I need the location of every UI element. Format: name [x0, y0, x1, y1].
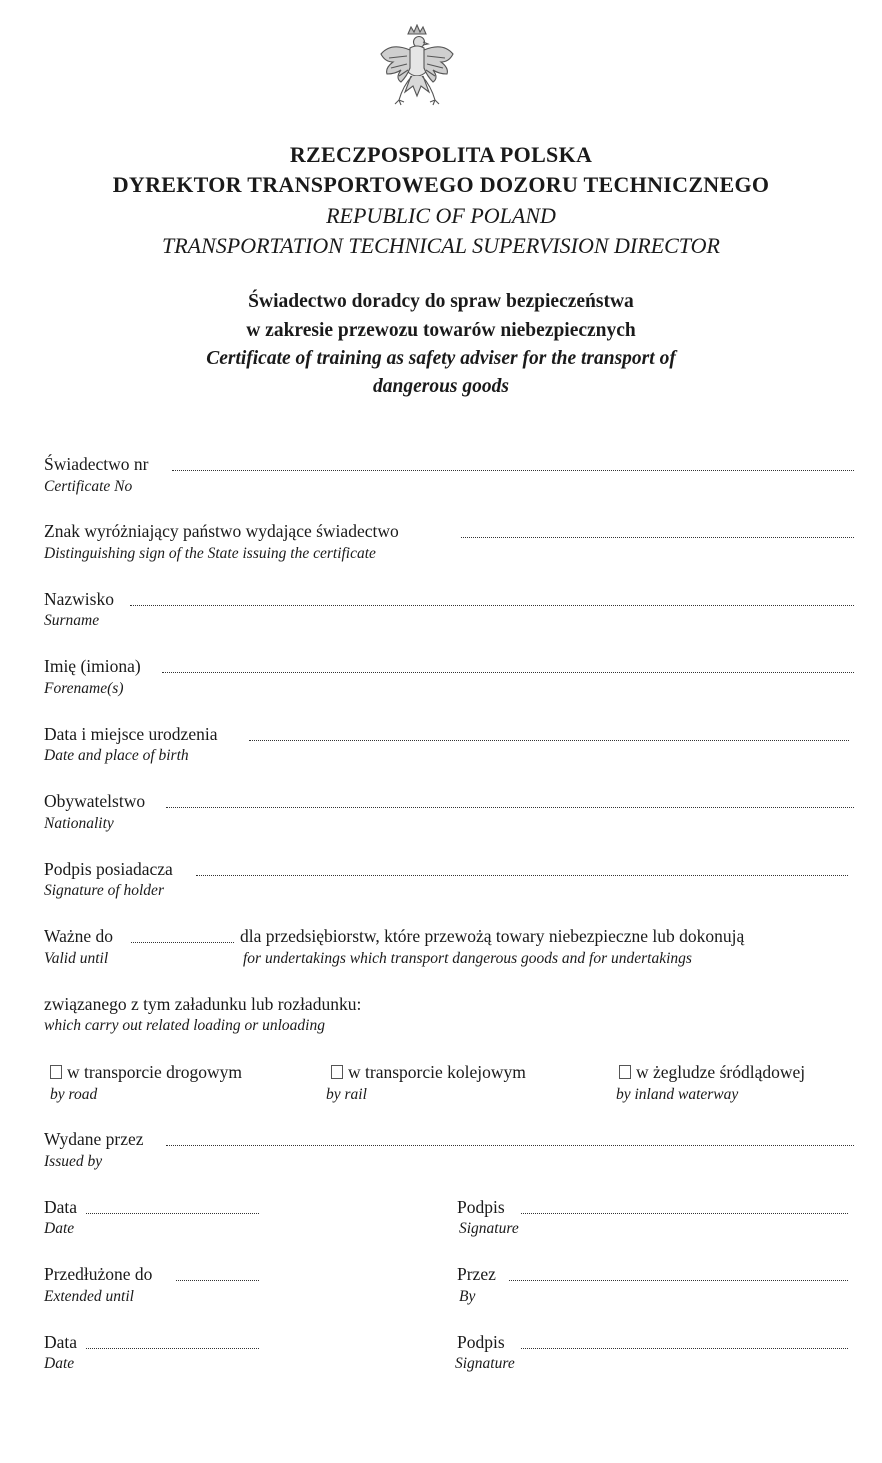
issued-by-label: Wydane przez	[44, 1129, 144, 1149]
nationality-label: Obywatelstwo	[44, 791, 146, 811]
holder-signature-label: Podpis posiadacza	[44, 859, 173, 879]
date2-field[interactable]	[86, 1348, 259, 1349]
undertakings-text-en: for undertakings which transport dangerous goods and for undertakings	[243, 950, 692, 967]
signature1-label-en: Signature	[459, 1220, 519, 1237]
undertakings-text: dla przedsiębiorstw, które przewożą towary niebezpieczne lub dokonują	[240, 926, 745, 946]
nationality-label-en: Nationality	[44, 815, 114, 832]
checkbox-road[interactable]	[50, 1065, 62, 1079]
date1-label-en: Date	[44, 1220, 75, 1237]
valid-until-label: Ważne do	[44, 926, 114, 946]
polish-eagle-emblem	[377, 24, 457, 110]
birth-field[interactable]	[249, 740, 849, 741]
date1-field[interactable]	[86, 1213, 259, 1214]
state-sign-label-en: Distinguishing sign of the State issuing the certificate	[44, 545, 376, 562]
signature2-field[interactable]	[521, 1348, 848, 1349]
signature2-label: Podpis	[457, 1332, 505, 1352]
valid-until-label-en: Valid until	[44, 950, 109, 967]
forenames-label: Imię (imiona)	[44, 656, 141, 676]
title-pl-line2: w zakresie przewozu towarów niebezpiecznych	[246, 320, 636, 341]
mode-waterway-label: w żegludze śródlądowej	[636, 1062, 806, 1082]
mode-rail-option[interactable]	[331, 1062, 526, 1083]
extended-field[interactable]	[176, 1280, 259, 1281]
valid-until-field[interactable]	[131, 942, 234, 943]
checkbox-rail[interactable]	[331, 1065, 343, 1079]
header-pl-country: RZECZPOSPOLITA POLSKA	[289, 142, 593, 167]
extended-label-en: Extended until	[44, 1288, 134, 1305]
mode-road-option[interactable]	[50, 1062, 242, 1083]
signature2-label-en: Signature	[455, 1355, 515, 1372]
certificate-no-label: Świadectwo nr	[44, 454, 149, 474]
mode-waterway-label-en: by inland waterway	[616, 1086, 739, 1103]
date1-label: Data	[44, 1197, 78, 1217]
title-en-line2: dangerous goods	[373, 376, 509, 397]
header-en-country: REPUBLIC OF POLAND	[326, 203, 556, 228]
certificate-no-label-en: Certificate No	[44, 478, 133, 495]
issued-by-label-en: Issued by	[44, 1153, 103, 1170]
surname-label-en: Surname	[44, 612, 100, 629]
birth-label-en: Date and place of birth	[44, 747, 189, 764]
mode-road-label-en: by road	[50, 1086, 98, 1103]
by-label: Przez	[457, 1264, 496, 1284]
state-sign-label: Znak wyróżniający państwo wydające świadectwo	[44, 521, 399, 541]
header-pl-authority: DYREKTOR TRANSPORTOWEGO DOZORU TECHNICZNEGO	[112, 172, 770, 197]
holder-signature-label-en: Signature of holder	[44, 882, 164, 899]
header-en-authority: TRANSPORTATION TECHNICAL SUPERVISION DIRECTOR	[162, 233, 720, 258]
loading-text-en: which carry out related loading or unloading	[44, 1017, 325, 1034]
title-en-line1: Certificate of training as safety adviser for the transport of	[206, 348, 676, 369]
title-pl-line1: Świadectwo doradcy do spraw bezpieczeństwa	[248, 291, 634, 312]
certificate-no-field[interactable]	[172, 470, 854, 471]
birth-label: Data i miejsce urodzenia	[44, 724, 218, 744]
signature1-label: Podpis	[457, 1197, 505, 1217]
mode-road-label: w transporcie drogowym	[67, 1062, 242, 1082]
mode-rail-label-en: by rail	[326, 1086, 367, 1103]
surname-label: Nazwisko	[44, 589, 114, 609]
date2-label: Data	[44, 1332, 78, 1352]
holder-signature-field[interactable]	[196, 875, 848, 876]
forenames-label-en: Forename(s)	[44, 680, 124, 697]
forenames-field[interactable]	[162, 672, 854, 673]
mode-rail-label: w transporcie kolejowym	[348, 1062, 526, 1082]
date2-label-en: Date	[44, 1355, 75, 1372]
surname-field[interactable]	[130, 605, 854, 606]
signature1-field[interactable]	[521, 1213, 848, 1214]
state-sign-field[interactable]	[461, 537, 854, 538]
by-label-en: By	[459, 1288, 476, 1305]
by-field[interactable]	[509, 1280, 848, 1281]
issued-by-field[interactable]	[166, 1145, 854, 1146]
mode-waterway-option[interactable]	[619, 1062, 805, 1083]
checkbox-waterway[interactable]	[619, 1065, 631, 1079]
extended-label: Przedłużone do	[44, 1264, 153, 1284]
loading-text: związanego z tym załadunku lub rozładunku:	[44, 994, 362, 1014]
nationality-field[interactable]	[166, 807, 854, 808]
